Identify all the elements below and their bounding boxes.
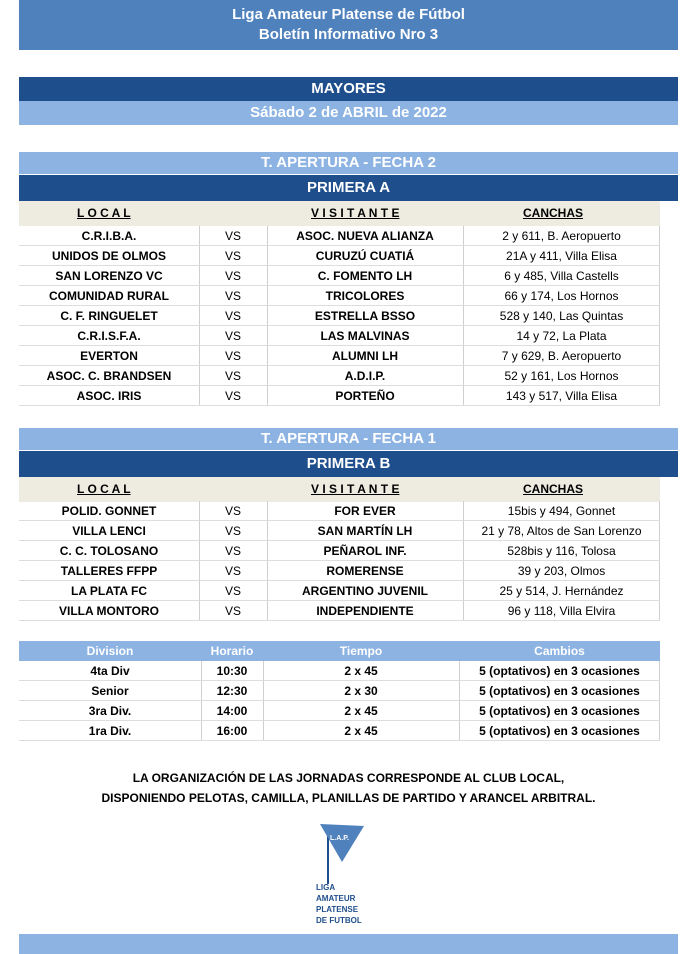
sched-time: 14:00 [216, 704, 248, 718]
venue: 143 y 517, Villa Elisa [505, 389, 618, 403]
venue: 2 y 611, B. Aeropuerto [502, 229, 621, 243]
venue: 528bis y 116, Tolosa [507, 544, 616, 558]
venue: 96 y 118, Villa Elvira [507, 604, 616, 618]
schedule-row [19, 701, 660, 721]
schedule-row [19, 721, 660, 741]
col-local: L O C A L [77, 206, 131, 220]
column-divider [659, 246, 660, 265]
visiting-team: C. FOMENTO LH [317, 269, 413, 283]
column-divider [459, 701, 460, 720]
visiting-team: SAN MARTÍN LH [317, 524, 413, 538]
column-divider [201, 661, 202, 680]
vs-label: VS [224, 389, 241, 403]
column-divider [267, 541, 268, 560]
match-row [19, 266, 660, 286]
match-row [19, 246, 660, 266]
column-divider [659, 501, 660, 520]
tournament-b-title: T. APERTURA - FECHA 1 [19, 428, 678, 450]
sched-duration: 2 x 45 [344, 704, 378, 718]
match-date: Sábado 2 de ABRIL de 2022 [19, 101, 678, 125]
local-team: ASOC. C. BRANDSEN [46, 369, 172, 383]
column-divider [459, 721, 460, 740]
sched-duration: 2 x 30 [344, 684, 378, 698]
notice-line-1: LA ORGANIZACIÓN DE LAS JORNADAS CORRESPONDE AL CLUB LOCAL, [132, 771, 565, 785]
column-divider [267, 501, 268, 520]
column-divider [267, 386, 268, 405]
column-divider [659, 346, 660, 365]
schedule-header [19, 641, 660, 661]
local-team: VILLA MONTORO [59, 604, 159, 618]
local-team: COMUNIDAD RURAL [49, 289, 169, 303]
sched-substitutions: 5 (optativos) en 3 ocasiones [479, 684, 640, 698]
venue: 528 y 140, Las Quintas [499, 309, 624, 323]
local-team: C. C. TOLOSANO [59, 544, 159, 558]
column-divider [659, 541, 660, 560]
local-team: SAN LORENZO VC [55, 269, 163, 283]
column-divider [267, 601, 268, 620]
column-headers-a [19, 201, 660, 226]
column-divider [267, 306, 268, 325]
vs-label: VS [224, 544, 241, 558]
visiting-team: ESTRELLA BSSO [314, 309, 416, 323]
flag-shape [320, 824, 364, 862]
logo-wordmark [316, 882, 362, 926]
column-divider [267, 581, 268, 600]
matches-table-b [19, 501, 660, 621]
vs-label: VS [224, 349, 241, 363]
local-team: TALLERES FFPP [60, 564, 158, 578]
column-divider [459, 681, 460, 700]
visiting-team: ASOC. NUEVA ALIANZA [296, 229, 434, 243]
column-divider [199, 306, 200, 325]
league-name: Liga Amateur Platense de Fútbol [232, 6, 465, 23]
sched-col-tiempo: Tiempo [339, 644, 383, 658]
column-divider [463, 306, 464, 325]
column-divider [267, 286, 268, 305]
visiting-team: FOR EVER [334, 504, 396, 518]
column-divider [263, 721, 264, 740]
column-divider [267, 226, 268, 245]
column-divider [199, 541, 200, 560]
column-divider [463, 386, 464, 405]
visiting-team: ALUMNI LH [332, 349, 398, 363]
column-divider [659, 561, 660, 580]
column-divider [199, 226, 200, 245]
column-divider [659, 326, 660, 345]
column-divider [659, 226, 660, 245]
local-team: UNIDOS DE OLMOS [51, 249, 166, 263]
sched-time: 12:30 [216, 684, 248, 698]
column-divider [659, 581, 660, 600]
column-divider [199, 346, 200, 365]
match-row [19, 306, 660, 326]
match-row [19, 346, 660, 366]
division-a-title: PRIMERA A [19, 175, 678, 201]
sched-division: 3ra Div. [88, 704, 132, 718]
match-row [19, 501, 660, 521]
match-row [19, 601, 660, 621]
local-team: POLID. GONNET [61, 504, 157, 518]
match-row [19, 386, 660, 406]
sched-col-cambios: Cambios [534, 644, 585, 658]
column-divider [463, 521, 464, 540]
vs-label: VS [224, 369, 241, 383]
sched-division: 4ta Div [90, 664, 130, 678]
visiting-team: PORTEÑO [335, 389, 395, 403]
column-divider [263, 701, 264, 720]
column-divider [267, 326, 268, 345]
column-divider [199, 266, 200, 285]
column-divider [201, 721, 202, 740]
visiting-team: ROMERENSE [326, 564, 404, 578]
column-divider [659, 601, 660, 620]
visiting-team: PEÑAROL INF. [323, 544, 407, 558]
bottom-bar [19, 934, 678, 954]
column-divider [199, 601, 200, 620]
col-visitante: V I S I T A N T E [311, 206, 400, 220]
sched-division: Senior [91, 684, 129, 698]
division-b-title: PRIMERA B [19, 451, 678, 477]
column-divider [267, 366, 268, 385]
column-divider [263, 681, 264, 700]
sched-col-division: Division [86, 644, 134, 658]
local-team: ASOC. IRIS [76, 389, 142, 403]
logo-line: DE FUTBOL [316, 916, 362, 925]
matches-table-a [19, 226, 660, 406]
col-canchas: CANCHAS [523, 206, 583, 220]
visiting-team: CURUZÚ CUATIÁ [315, 249, 415, 263]
schedule-row [19, 661, 660, 681]
venue: 14 y 72, La Plata [516, 329, 607, 343]
logo-line: AMATEUR [316, 894, 356, 903]
column-divider [267, 521, 268, 540]
venue: 21A y 411, Villa Elisa [506, 249, 617, 263]
sched-substitutions: 5 (optativos) en 3 ocasiones [479, 664, 640, 678]
column-divider [659, 306, 660, 325]
column-divider [463, 326, 464, 345]
notice-line-2: DISPONIENDO PELOTAS, CAMILLA, PLANILLAS DE PARTIDO Y ARANCEL ARBITRAL. [101, 791, 596, 805]
match-row [19, 286, 660, 306]
logo-line: PLATENSE [316, 905, 359, 914]
column-divider [459, 661, 460, 680]
match-row [19, 366, 660, 386]
column-divider [659, 721, 660, 740]
col-visitante: V I S I T A N T E [311, 482, 400, 496]
column-divider [463, 501, 464, 520]
vs-label: VS [224, 309, 241, 323]
schedule-table [19, 661, 660, 741]
visiting-team: LAS MALVINAS [320, 329, 410, 343]
column-divider [201, 681, 202, 700]
flag-text: L.A.P. [330, 835, 349, 842]
local-team: LA PLATA FC [71, 584, 147, 598]
column-divider [659, 286, 660, 305]
visiting-team: TRICOLORES [325, 289, 405, 303]
match-row [19, 581, 660, 601]
schedule-row [19, 681, 660, 701]
sched-time: 16:00 [216, 724, 248, 738]
column-divider [463, 246, 464, 265]
column-divider [659, 266, 660, 285]
vs-label: VS [224, 269, 241, 283]
venue: 52 y 161, Los Hornos [504, 369, 619, 383]
local-team: EVERTON [80, 349, 138, 363]
sched-duration: 2 x 45 [344, 664, 378, 678]
column-divider [201, 701, 202, 720]
col-local: L O C A L [77, 482, 131, 496]
col-canchas: CANCHAS [523, 482, 583, 496]
visiting-team: ARGENTINO JUVENIL [301, 584, 428, 598]
sched-division: 1ra Div. [88, 724, 132, 738]
vs-label: VS [224, 564, 241, 578]
venue: 25 y 514, J. Hernández [499, 584, 624, 598]
sched-col-horario: Horario [210, 644, 254, 658]
column-divider [267, 561, 268, 580]
column-divider [463, 601, 464, 620]
column-divider [263, 661, 264, 680]
sched-time: 10:30 [216, 664, 248, 678]
column-divider [463, 561, 464, 580]
local-team: C.R.I.B.A. [81, 229, 137, 243]
column-divider [463, 266, 464, 285]
column-divider [659, 681, 660, 700]
visiting-team: A.D.I.P. [344, 369, 386, 383]
venue: 6 y 485, Villa Castells [504, 269, 619, 283]
match-row [19, 541, 660, 561]
local-team: C. F. RINGUELET [60, 309, 158, 323]
column-headers-b [19, 477, 660, 502]
column-divider [267, 246, 268, 265]
column-divider [659, 521, 660, 540]
sched-duration: 2 x 45 [344, 724, 378, 738]
column-divider [659, 661, 660, 680]
match-row [19, 226, 660, 246]
column-divider [267, 346, 268, 365]
vs-label: VS [224, 329, 241, 343]
vs-label: VS [224, 229, 241, 243]
column-divider [659, 701, 660, 720]
bulletin-number: Boletín Informativo Nro 3 [258, 26, 439, 43]
visiting-team: INDEPENDIENTE [316, 604, 414, 618]
match-row [19, 521, 660, 541]
local-team: C.R.I.S.F.A. [77, 329, 141, 343]
venue: 21 y 78, Altos de San Lorenzo [481, 524, 642, 538]
column-divider [199, 521, 200, 540]
logo-line: LIGA [316, 883, 336, 892]
column-divider [463, 346, 464, 365]
column-divider [659, 366, 660, 385]
column-divider [659, 386, 660, 405]
vs-label: VS [224, 249, 241, 263]
tournament-a-title: T. APERTURA - FECHA 2 [19, 152, 678, 174]
vs-label: VS [224, 524, 241, 538]
column-divider [463, 366, 464, 385]
venue: 39 y 203, Olmos [517, 564, 606, 578]
column-divider [199, 326, 200, 345]
bulletin-header [19, 0, 678, 50]
venue: 15bis y 494, Gonnet [507, 504, 616, 518]
column-divider [199, 246, 200, 265]
column-divider [199, 581, 200, 600]
category-title: MAYORES [19, 77, 678, 101]
sched-substitutions: 5 (optativos) en 3 ocasiones [479, 724, 640, 738]
column-divider [199, 561, 200, 580]
vs-label: VS [224, 584, 241, 598]
column-divider [463, 581, 464, 600]
vs-label: VS [224, 504, 241, 518]
match-row [19, 561, 660, 581]
column-divider [463, 286, 464, 305]
column-divider [199, 366, 200, 385]
match-row [19, 326, 660, 346]
local-team: VILLA LENCI [72, 524, 146, 538]
column-divider [267, 266, 268, 285]
column-divider [199, 386, 200, 405]
column-divider [463, 541, 464, 560]
sched-substitutions: 5 (optativos) en 3 ocasiones [479, 704, 640, 718]
vs-label: VS [224, 604, 241, 618]
vs-label: VS [224, 289, 241, 303]
venue: 7 y 629, B. Aeropuerto [501, 349, 622, 363]
column-divider [463, 226, 464, 245]
column-divider [199, 286, 200, 305]
column-divider [199, 501, 200, 520]
venue: 66 y 174, Los Hornos [504, 289, 619, 303]
